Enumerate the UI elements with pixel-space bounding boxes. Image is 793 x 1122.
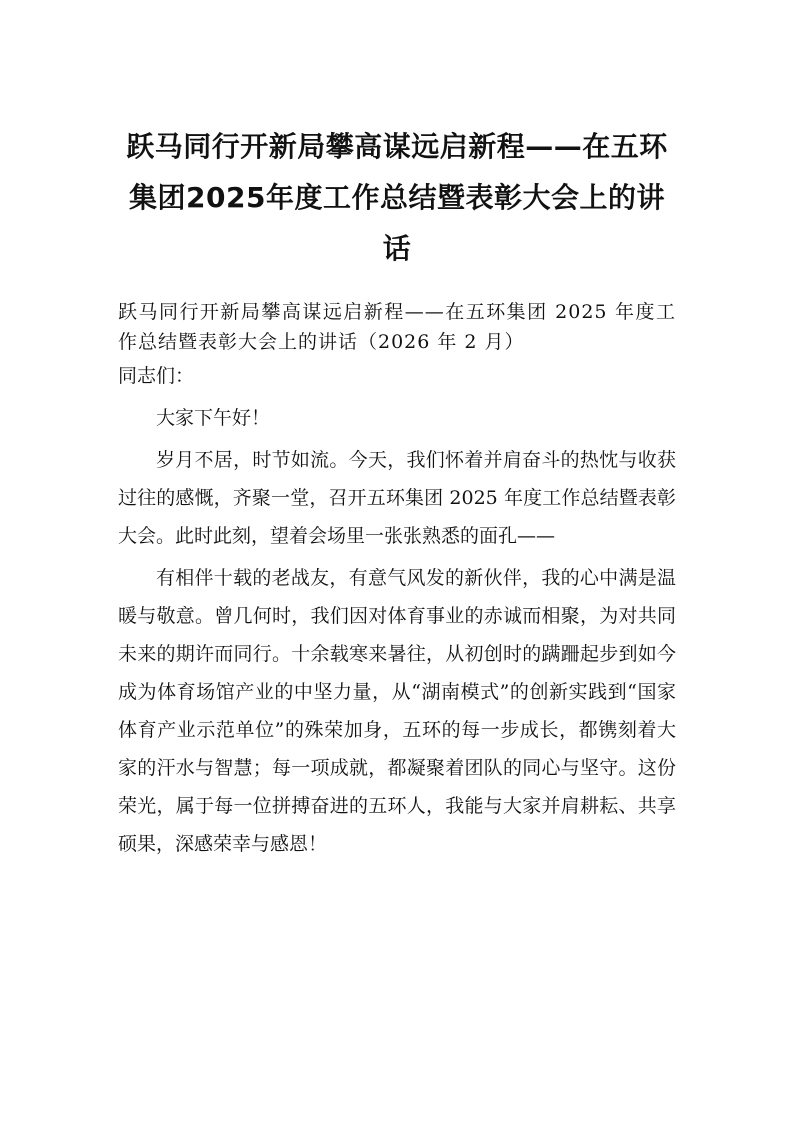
salutation: 同志们： xyxy=(118,365,195,387)
document-subtitle: 跃马同行开新局攀高谋远启新程——在五环集团 2025 年度工作总结暨表彰大会上的讲话（2026 年 2 月） xyxy=(118,301,676,353)
body-paragraph: 有相伴十载的老战友，有意气风发的新伙伴，我的心中满是温暖与敬意。曾几何时，我们因对体育事业的赤诚而相聚，为对共同未来的期许而同行。十余载寒来暑往，从初创时的蹒跚起步到如今成为体育场馆产业的中坚力量，从“湖南模式”的创新实践到“国家体育产业示范单位”的殊荣加身，五环的每一步成长，都镌刻着大家的汗水与智慧；每一项成就，都凝聚着团队的同心与坚守。这份荣光，属于每一位拼搏奋进的五环人，我能与大家并肩耕耘、共享硕果，深感荣幸与感恩！ xyxy=(118,567,676,855)
body-paragraph: 岁月不居，时节如流。今天，我们怀着并肩奋斗的热忱与收获过往的感慨，齐聚一堂，召开五环集团 2025 年度工作总结暨表彰大会。此时此刻，望着会场里一张张熟悉的面孔—— xyxy=(118,449,676,547)
document-body xyxy=(118,297,676,863)
greeting: 大家下午好！ xyxy=(156,407,271,429)
document-title: 跃马同行开新局攀高谋远启新程——在五环集团2025年度工作总结暨表彰大会上的讲话 xyxy=(126,130,668,265)
